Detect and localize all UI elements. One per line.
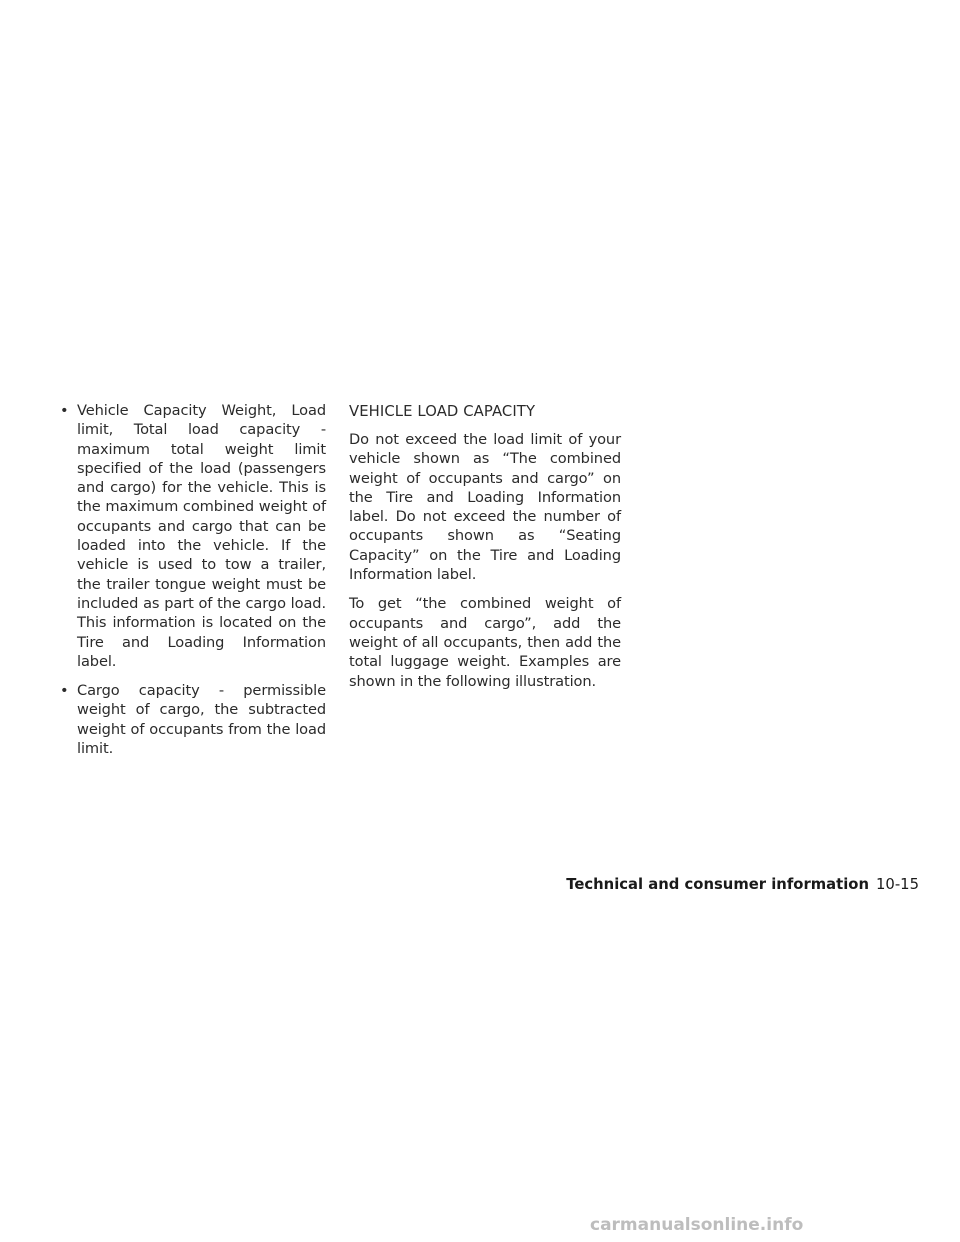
bullet-text: Vehicle Capacity Weight, Load limit, Total load capacity - maximum total weight limit specified of the load (passengers and cargo) for the vehicle. This is the maximum combined weight of occupants and cargo that can be loaded into the vehicle. If the vehicle is used to tow a trailer, the trailer tongue weight must be included as part of the cargo load. This information is located on the Tire and Loading Information label. bbox=[77, 402, 326, 670]
bullet-text: Cargo capacity - permissible weight of cargo, the subtracted weight of occupants from the load limit. bbox=[77, 682, 326, 758]
page-footer bbox=[566, 876, 919, 893]
page-number: 10-15 bbox=[876, 876, 919, 893]
section-heading: VEHICLE LOAD CAPACITY bbox=[349, 403, 536, 420]
list-item bbox=[60, 401, 326, 671]
bullet-icon: • bbox=[60, 682, 69, 700]
footer-section-title: Technical and consumer information bbox=[566, 876, 869, 893]
paragraph: Do not exceed the load limit of your vehicle shown as “The combined weight of occupants and cargo” on the Tire and Loading Information label. Do not exceed the number of occupants shown as “Seating Capacity” on the Tire and Loading Information label. bbox=[349, 431, 621, 584]
left-column bbox=[60, 401, 326, 768]
bullet-icon: • bbox=[60, 402, 69, 419]
bullet-list bbox=[60, 401, 326, 758]
paragraph: To get “the combined weight of occupants and cargo”, add the weight of all occupants, then add the total luggage weight. Examples are shown in the following illustration. bbox=[349, 595, 621, 690]
watermark: carmanualsonline.info bbox=[590, 1215, 804, 1235]
right-column bbox=[349, 401, 621, 701]
list-item bbox=[60, 681, 326, 758]
